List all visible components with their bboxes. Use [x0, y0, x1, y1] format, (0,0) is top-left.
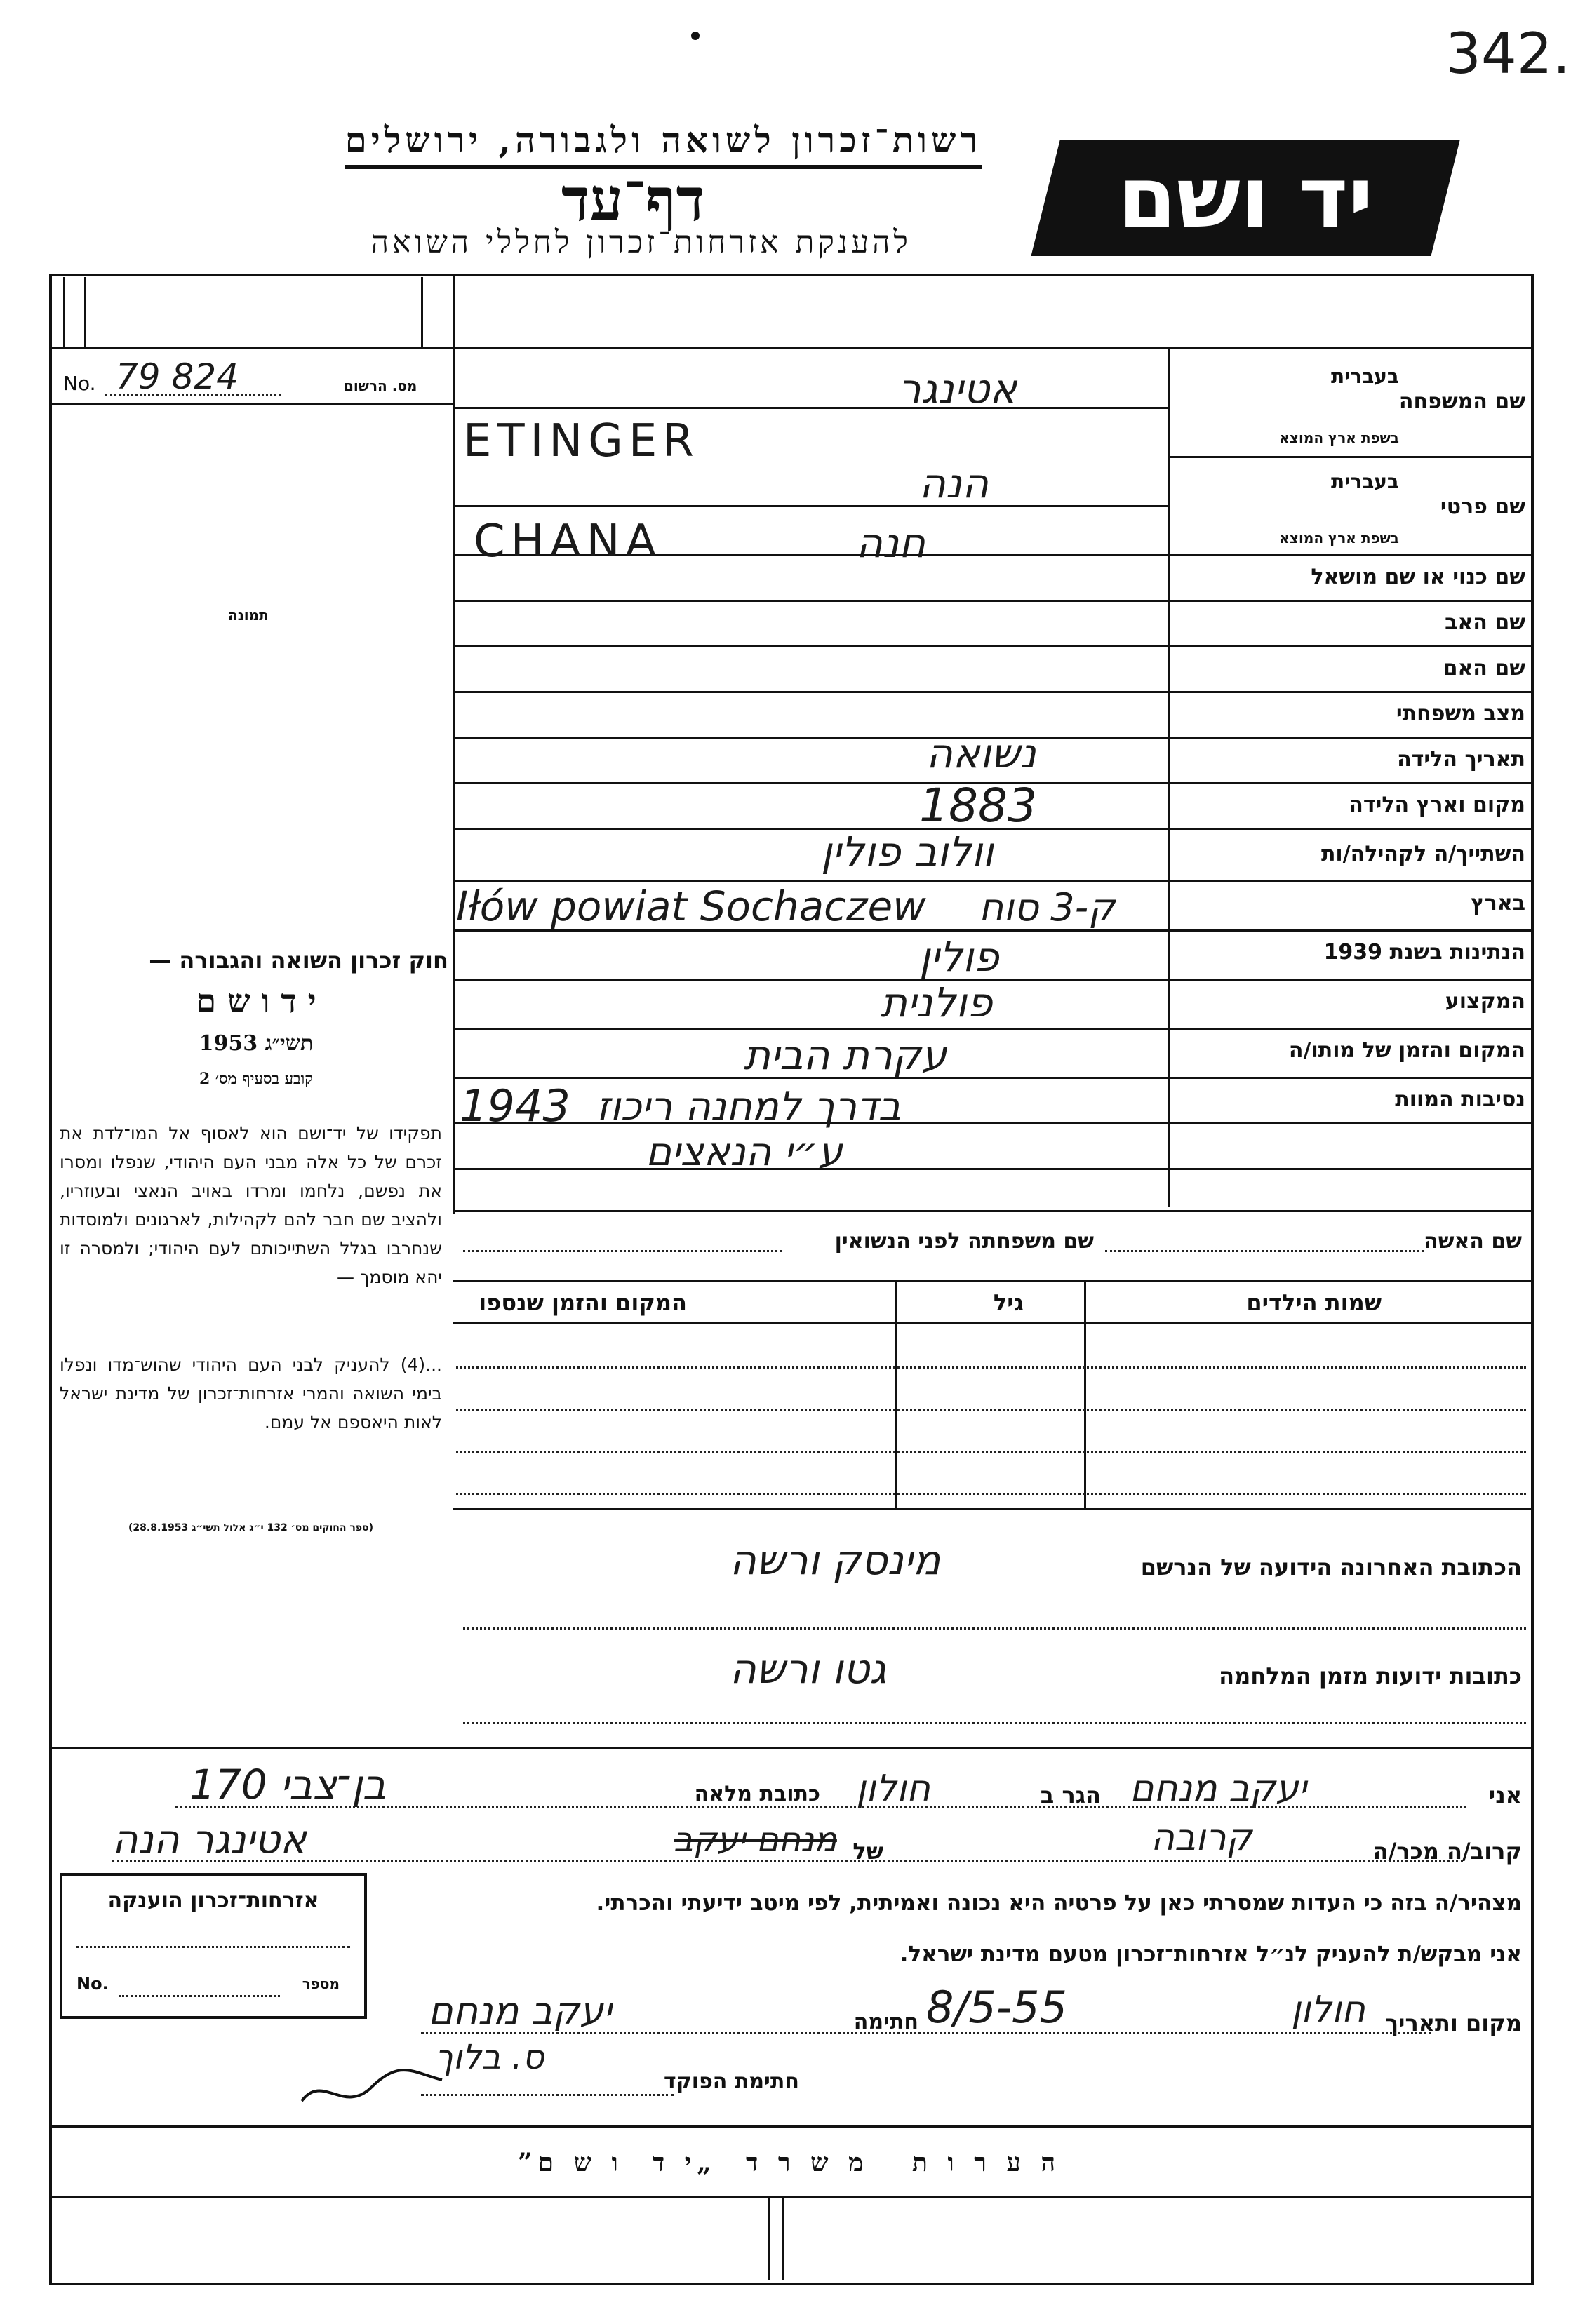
frame-rule	[453, 691, 1531, 693]
frame-rule	[49, 347, 1531, 349]
wartime-address-label: כתובות ידועות מזמן המלחמה	[1219, 1663, 1522, 1689]
resides-label: הגר ב	[1040, 1782, 1101, 1808]
frame-rule	[453, 1280, 1531, 1282]
frame-rule	[453, 1508, 1531, 1510]
of-value: מנחם יעקב	[674, 1820, 837, 1860]
frame-rule	[49, 1747, 1531, 1749]
frame-rule	[1084, 1280, 1086, 1508]
birth-date-value: 1883	[919, 779, 1037, 833]
signature-label: חתימה	[853, 2010, 918, 2034]
certificate-number-line	[119, 1995, 280, 1997]
address-line	[463, 1722, 1526, 1724]
maiden-line	[463, 1250, 782, 1252]
children-age-header: גיל	[993, 1289, 1024, 1316]
of-value-2: אטינגר הנה	[112, 1817, 307, 1862]
relative-label: קרוב/ה מכר/ה	[1372, 1838, 1522, 1865]
profession-value: עקרת הבית	[744, 1031, 947, 1079]
certificate-title: אזרחות־זכרון הוענקה	[107, 1888, 319, 1913]
form-title: דף־עד	[561, 165, 704, 234]
family-name-label: שם המשפחה	[1398, 389, 1525, 414]
frame-rule	[1168, 456, 1531, 458]
declarant-signature: יעקב מנחם	[428, 1989, 612, 2033]
birth-place-value: וולוב פולין	[821, 828, 994, 875]
frame-rule	[782, 2196, 784, 2280]
father-label: שם האב	[1445, 610, 1525, 635]
family-name-hebrew-label: בעברית	[1330, 365, 1399, 388]
community-hebrew-value: ק-3 סוח	[979, 885, 1116, 929]
profession-label: המקצוע	[1445, 989, 1525, 1014]
office-notes-header: ה ע ר ו ת מ ש ר ד „י ד ו ש ם”	[517, 2148, 1062, 2177]
wartime-address-value: גטו ורשה	[730, 1645, 887, 1693]
top-mark	[691, 32, 700, 40]
certificate-no-label: No.	[76, 1974, 109, 1994]
given-name-alt-value: חנה	[856, 519, 926, 567]
cause-label: נסיבות המוות	[1395, 1087, 1525, 1112]
frame-rule	[768, 2196, 770, 2280]
frame-rule	[63, 277, 65, 347]
registration-no-label: No.	[63, 372, 96, 395]
relation-value: קרובה	[1151, 1817, 1252, 1859]
law-title: חוק זכרון השואה והגבורה —	[149, 947, 448, 974]
photo-label: תמונה	[228, 607, 269, 624]
marital-value: נשואה	[926, 730, 1036, 777]
frame-rule	[453, 1077, 1531, 1079]
maiden-name-label: שם משפחתה לפני הנשואין	[834, 1229, 1094, 1254]
declarant-line	[112, 1860, 1463, 1862]
frame-rule	[1168, 554, 1531, 556]
authority-line: רשות־זכרון לשואה ולגבורה, ירושלים	[345, 119, 982, 169]
form-subtitle: להענקת אזרחות־זכרון לחללי השואה	[370, 224, 911, 260]
officer-signature: ס. בלוך	[435, 2038, 544, 2077]
last-address-value: מינסק ורשה	[730, 1536, 941, 1584]
family-name-latin-value: ETINGER	[463, 415, 700, 467]
law-paragraph-2: ...(4) להעניק לבני העם היהודי שהוש־מדו ונפלו בימי השואה והמרי אזרחות־זכרון של מדינת ישראל לאות היאספם אל עמם.	[60, 1355, 442, 1432]
archive-number: 342.	[1445, 21, 1571, 86]
frame-rule	[84, 277, 86, 347]
children-row-line	[456, 1493, 1526, 1495]
frame-rule	[453, 274, 455, 1214]
cause-value: ע״י הנאצים	[646, 1129, 843, 1175]
law-citation: (ספר החוקים מס׳ 132 י״ג אלול תשי״ג 28.8.1953)	[128, 1522, 373, 1533]
address-line	[463, 1627, 1526, 1630]
given-name-hebrew-value: הנה	[919, 459, 989, 507]
last-address-label: הכתובת האחרונה הידועה של הנרשם	[1140, 1554, 1522, 1580]
wife-label: שם האשה	[1424, 1229, 1522, 1254]
declarant-city: חולון	[856, 1768, 931, 1810]
logo-text: יד ושם	[1118, 149, 1373, 247]
citizenship-label: הנתינות בשנת 1939	[1323, 940, 1525, 965]
children-row-line	[456, 1409, 1526, 1411]
law-section: קובע בסעיף מס׳ 2	[199, 1070, 314, 1088]
declarant-street: בן־צבי 170	[189, 1761, 387, 1808]
frame-rule	[453, 645, 1531, 647]
frame-rule	[49, 2125, 1531, 2128]
community-label: השתייך/ה לקהילה/ות	[1320, 842, 1525, 866]
declarant-name: יעקב מנחם	[1130, 1768, 1307, 1810]
children-row-line	[456, 1366, 1526, 1369]
declaration-date: 8/5-55	[926, 1982, 1068, 2033]
registration-number: 79 824	[116, 356, 239, 397]
request-text: אני מבקש/ת להעניק לנ״ל אזרחות־זכרון מטעם מדינת ישראל.	[900, 1942, 1522, 1967]
frame-rule	[49, 403, 455, 405]
law-paragraph-1: תפקידו של יד־ושם הוא לאסוף אל המו־לדת את זכרם של כל אלה מבני העם היהודי, שנפלו ומסרו את נפשם, נלחמו ומרדו באויב הנאצי ובעוזריו, ולהציב שם חבר להם לקהילות, לארגונים ולמוסדות שנחרבו בגלל השתייכותם לעם היהודי; ולמסרה זו יהא מוסמך —	[60, 1123, 442, 1287]
nickname-label: שם כנוי או שם מושאל	[1311, 565, 1525, 589]
country-label: בארץ	[1470, 891, 1525, 915]
certificate-line	[76, 1946, 350, 1948]
family-name-hebrew-value: אטינגר	[898, 365, 1017, 412]
frame-rule	[453, 1322, 1531, 1324]
declarant-line	[175, 1806, 1466, 1808]
birth-place-label: מקום וארץ הלידה	[1349, 793, 1525, 817]
frame-rule	[421, 277, 423, 347]
officer-signature-scribble	[295, 2059, 449, 2122]
frame-rule	[895, 1280, 897, 1508]
declaration-place: חולון	[1291, 1989, 1366, 2031]
law-year: תשי״ג 1953	[199, 1031, 314, 1056]
community-value: Iłów powiat Sochaczew	[456, 882, 926, 930]
frame-rule	[453, 407, 1168, 409]
given-name-latin-value: CHANA	[474, 516, 662, 567]
declarant-i-label: אני	[1488, 1782, 1522, 1808]
marital-label: מצב משפחתי	[1396, 701, 1525, 726]
wife-line	[1105, 1250, 1424, 1252]
given-name-origin-label: בשפת ארץ המוצא	[1279, 530, 1399, 546]
family-name-origin-label: בשפת ארץ המוצא	[1279, 429, 1399, 446]
of-label: של	[852, 1838, 883, 1865]
children-row-line	[456, 1451, 1526, 1453]
country-value: פולין	[919, 933, 999, 981]
given-name-hebrew-label: בעברית	[1330, 470, 1399, 493]
frame-rule	[453, 600, 1531, 602]
frame-rule	[453, 505, 1168, 507]
registration-label: מס. הרשום	[344, 377, 417, 394]
death-value: בדרך למחנה ריכוז	[596, 1084, 902, 1129]
frame-rule	[453, 1168, 1531, 1170]
certificate-box	[60, 1873, 367, 2019]
certificate-number-label: מספר	[302, 1975, 340, 1992]
birth-date-label: תאריך הלידה	[1397, 747, 1525, 772]
officer-signature-label: חתימת הפוקד	[664, 2069, 799, 2094]
children-names-header: שמות הילדים	[1246, 1289, 1382, 1316]
children-place-time-header: המקום והזמן שנספו	[479, 1289, 687, 1316]
yad-vashem-logo	[1031, 140, 1459, 256]
signature-line	[421, 2032, 1431, 2034]
frame-rule	[453, 1028, 1531, 1030]
full-address-label: כתובת מלאה	[694, 1782, 820, 1806]
declaration-text: מצהיר/ה בזה כי העדות שמסרתי כאן על פרטיה היא נכונה ואמיתית, לפי מיטב ידיעתי והכרתי.	[596, 1890, 1522, 1916]
citizenship-value: פולנית	[881, 979, 993, 1026]
frame-rule	[49, 2196, 1531, 2198]
mother-label: שם האם	[1443, 656, 1525, 680]
law-name: י ד ו ש ם	[196, 982, 316, 1020]
given-name-label: שם פרטי	[1440, 495, 1525, 519]
officer-line	[421, 2094, 674, 2096]
place-date-label: מקום ותאריך	[1385, 2010, 1522, 2036]
death-label: המקום והזמן של מותו/ה	[1288, 1038, 1525, 1063]
frame-rule	[453, 1210, 1531, 1212]
death-year-value: 1943	[460, 1080, 570, 1131]
